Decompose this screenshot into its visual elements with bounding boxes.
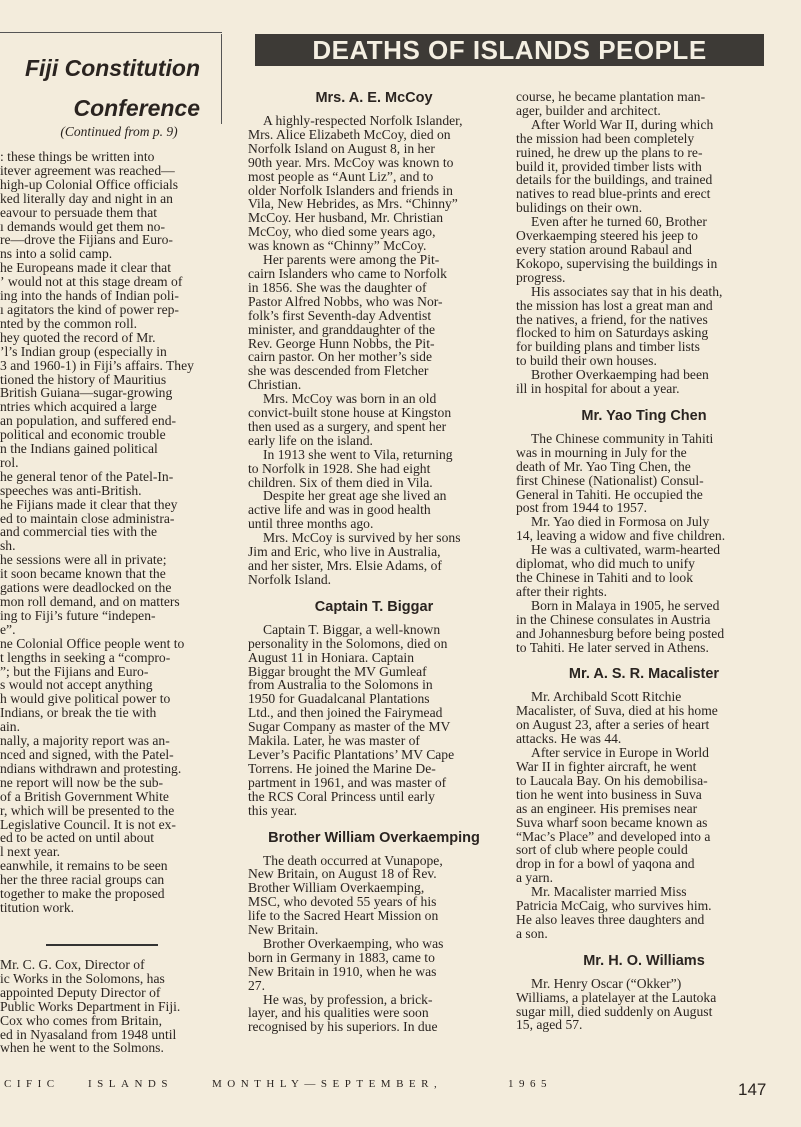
title-box-top-rule	[0, 32, 222, 33]
left-paragraph: eanwhile, it remains to be seen her the three racial groups can together to make the proposed titution work.	[0, 858, 168, 915]
obituary-paragraph: Mr. Archibald Scott Ritchie Macalister, of Suva, died at his home on August 23, after a series of heart attacks. He was 44.	[516, 689, 718, 747]
continued-note: (Continued from p. 9)	[60, 124, 178, 139]
obituary-heading-overkaemping: Brother William Overkaemping	[268, 829, 480, 846]
obituary-paragraph: The death occurred at Vunapope, New Britain, on August 18 of Rev. Brother William Overkaemping, MSC, who devoted 55 years of his life to the Sacred Heart Mission on New Britain.	[248, 852, 443, 938]
section-banner: DEATHS OF ISLANDS PEOPLE	[255, 34, 764, 66]
obituary-paragraph: Despite her great age she lived an active life and was in good health until three months ago.	[248, 488, 447, 532]
middle-column	[248, 90, 500, 1034]
right-column	[516, 90, 772, 1032]
obituary-paragraph: Her parents were among the Pit- cairn Islanders who came to Norfolk in 1856. She was the daughter of Pastor Alfred Nobbs, who was Nor- folk’s first Seventh-day Adventist minister, and granddaughter of the Rev. George Hunn Nobbs, the Pit- cairn pastor. On her mother’s side she was descended from Fletcher Christian.	[248, 252, 447, 393]
cox-paragraph: Mr. C. G. Cox, Director of ic Works in the Solomons, has appointed Deputy Director of Public Works Department in Fiji. Cox who comes from Britain, ed in Nyasaland from 1948 until when he went to the Solmons.	[0, 957, 181, 1056]
obituary-paragraph: After World War II, during which the mission had been completely ruined, he drew up the plans to re- build it, provided timber lists with details for the buildings, and trained natives to read blue-prints and erect bulidings on their own.	[516, 116, 714, 216]
obituary-heading-chen: Mr. Yao Ting Chen	[581, 407, 707, 424]
obituary-paragraph: His associates say that in his death, the mission has lost a great man and the natives, a friend, for the natives flocked to him on Saturdays asking for building plans and timber lists to build their own houses.	[516, 283, 723, 369]
article-title	[10, 48, 200, 128]
obituary-paragraph: Mr. Macalister married Miss Patricia McCaig, who survives him. He also leaves three daughters and a son.	[516, 884, 712, 941]
obituary-paragraph: He was, by profession, a brick- layer, and his qualities were soon recognised by his superiors. In due	[248, 991, 438, 1035]
obituary-paragraph: Brother Overkaemping had been ill in hospital for about a year.	[516, 367, 709, 397]
page-number: 147	[738, 1080, 767, 1099]
footer-publication-date: MONTHLY—SEPTEMBER,	[212, 1078, 443, 1090]
left-paragraph: he sessions were all in private; it soon became known that the gations were deadlocked on the mon roll demand, and on matters ing to Fiji’s future “indepen- e”.	[0, 552, 180, 637]
article-title-line-2: Conference	[73, 95, 200, 121]
obituary-paragraph: Mr. Yao died in Formosa on July 14, leaving a widow and five children.	[516, 514, 726, 544]
left-paragraph: hey quoted the record of Mr. ’l’s Indian group (especially in 3 and 1960-1) in Fiji’s affairs. They tioned the history of Mauritius British Guiana—sugar-growing ntries which acquired a large an population, and suffered end- political and economic trouble n the Indians gained political rol.	[0, 329, 194, 470]
footer-publication-part: ISLANDS	[88, 1078, 173, 1090]
footer-year: 1965	[508, 1078, 552, 1090]
obituary-paragraph: He was a cultivated, warm-hearted diplomat, who did much to unify the Chinese in Tahiti and to look after their rights.	[516, 542, 721, 599]
title-box-side-rule	[221, 34, 222, 124]
left-paragraph: he general tenor of the Patel-In- speeches was anti-British.	[0, 468, 174, 498]
left-paragraph: he Fijians made it clear that they ed to maintain close administra- and commercial ties with the sh.	[0, 496, 178, 554]
left-paragraph: he Europeans made it clear that ʼ would not at this stage dream of ing into the hands of Indian poli- ı agitators the kind of power rep- nted by the common roll.	[0, 260, 183, 331]
obituary-paragraph: A highly-respected Norfolk Islander, Mrs. Alice Elizabeth McCoy, died on Norfolk Island on August 8, in her 90th year. Mrs. McCoy was known to most people as “Aunt Liz”, and to older Norfolk Islanders and friends in Vila, New Hebrides, as Mrs. “Chinny” McCoy. Her husband, Mr. Christian McCoy, who died some years ago, was known as “Chinny” McCoy.	[248, 113, 463, 254]
obituary-heading-macalister: Mr. A. S. R. Macalister	[568, 666, 720, 683]
obituary-paragraph: Mrs. McCoy was born in an old convict-built stone house at Kingston then used as a surgery, and spent her early life on the island.	[248, 391, 452, 448]
obituary-heading-biggar: Captain T. Biggar	[314, 598, 434, 615]
article-title-line-1: Fiji Constitution	[24, 55, 200, 81]
page-footer	[0, 1074, 801, 1094]
obituary-paragraph: Mrs. McCoy is survived by her sons Jim and Eric, who live in Australia, and her sister, Mrs. Elsie Adams, of Norfolk Island.	[248, 530, 461, 587]
obituary-paragraph: Captain T. Biggar, a well-known personality in the Solomons, died on August 11 in Honiara. Captain Biggar brought the MV Gumleaf from Australia to the Solomons in 1950 for Guadalcanal Plantations Ltd., and then joined the Fairymead Sugar Company as master of the MV Makila. Later, he was master of Lever’s Pacific Plantations’ MV Cape Torrens. He joined the Marine De- partment in 1961, and was master of the RCS Coral Princess until early this year.	[248, 621, 455, 818]
obituary-paragraph: Born in Malaya in 1905, he served in the Chinese consulates in Austria and Johannesburg before being posted to Tahiti. He later served in Athens.	[516, 597, 725, 655]
obituary-paragraph: Brother Overkaemping, who was born in Germany in 1883, came to New Britain in 1910, when he was 27.	[248, 935, 444, 993]
section-divider	[46, 944, 158, 946]
left-paragraph: ne Colonial Office people went to t lengths in seeking a “compro- ”; but the Fijians and Euro- s would not accept anything h would give political power to Indians, or break the tie with ain.	[0, 635, 185, 735]
left-paragraph: nally, a majority report was an- nced and signed, with the Patel- ndians withdrawn and protesting. ne report will now be the sub- of a British Government White r, which will be presented to the Legislative Council. It is not ex- ed to be acted on until about l next year.	[0, 733, 182, 860]
left-paragraph: : these things be written into itever agreement was reached— high-up Colonial Office officials ked literally day and night in an eavour to persuade them that ı demands would get them no- re—drove the Fijians and Euro- ns into a solid camp.	[0, 149, 179, 262]
obituary-paragraph: Even after he turned 60, Brother Overkaemping steered his jeep to every station around Rabaul and Kokopo, supervising the buildings in progress.	[516, 214, 718, 285]
obituary-paragraph: In 1913 she went to Vila, returning to Norfolk in 1928. She had eight children. Six of them died in Vila.	[248, 446, 453, 490]
footer-publication-part: CIFIC	[4, 1078, 60, 1090]
obituary-paragraph: The Chinese community in Tahiti was in mourning in July for the death of Mr. Yao Ting Chen, the first Chinese (Nationalist) Consul- General in Tahiti. He occupied the post from 1944 to 1957.	[516, 430, 714, 516]
obituary-heading-mccoy: Mrs. A. E. McCoy	[315, 90, 433, 106]
obituary-paragraph: After service in Europe in World War II in fighter aircraft, he went to Laucala Bay. On his demobilisa- tion he went into business in Suva as an engineer. His premises near Suva wharf soon became known as “Mac’s Place” and developed into a sort of club where people could drop in for a bowl of yaqona and a yarn.	[516, 745, 711, 886]
cox-note	[0, 958, 224, 1055]
obituary-paragraph: Mr. Henry Oscar (“Okker”) Williams, a platelayer at the Lautoka sugar mill, died suddenly on August 15, aged 57.	[516, 975, 717, 1033]
obituary-heading-williams: Mr. H. O. Williams	[583, 952, 705, 969]
obituary-paragraph: course, he became plantation man- ager, builder and architect.	[516, 89, 706, 118]
left-column	[0, 150, 224, 915]
